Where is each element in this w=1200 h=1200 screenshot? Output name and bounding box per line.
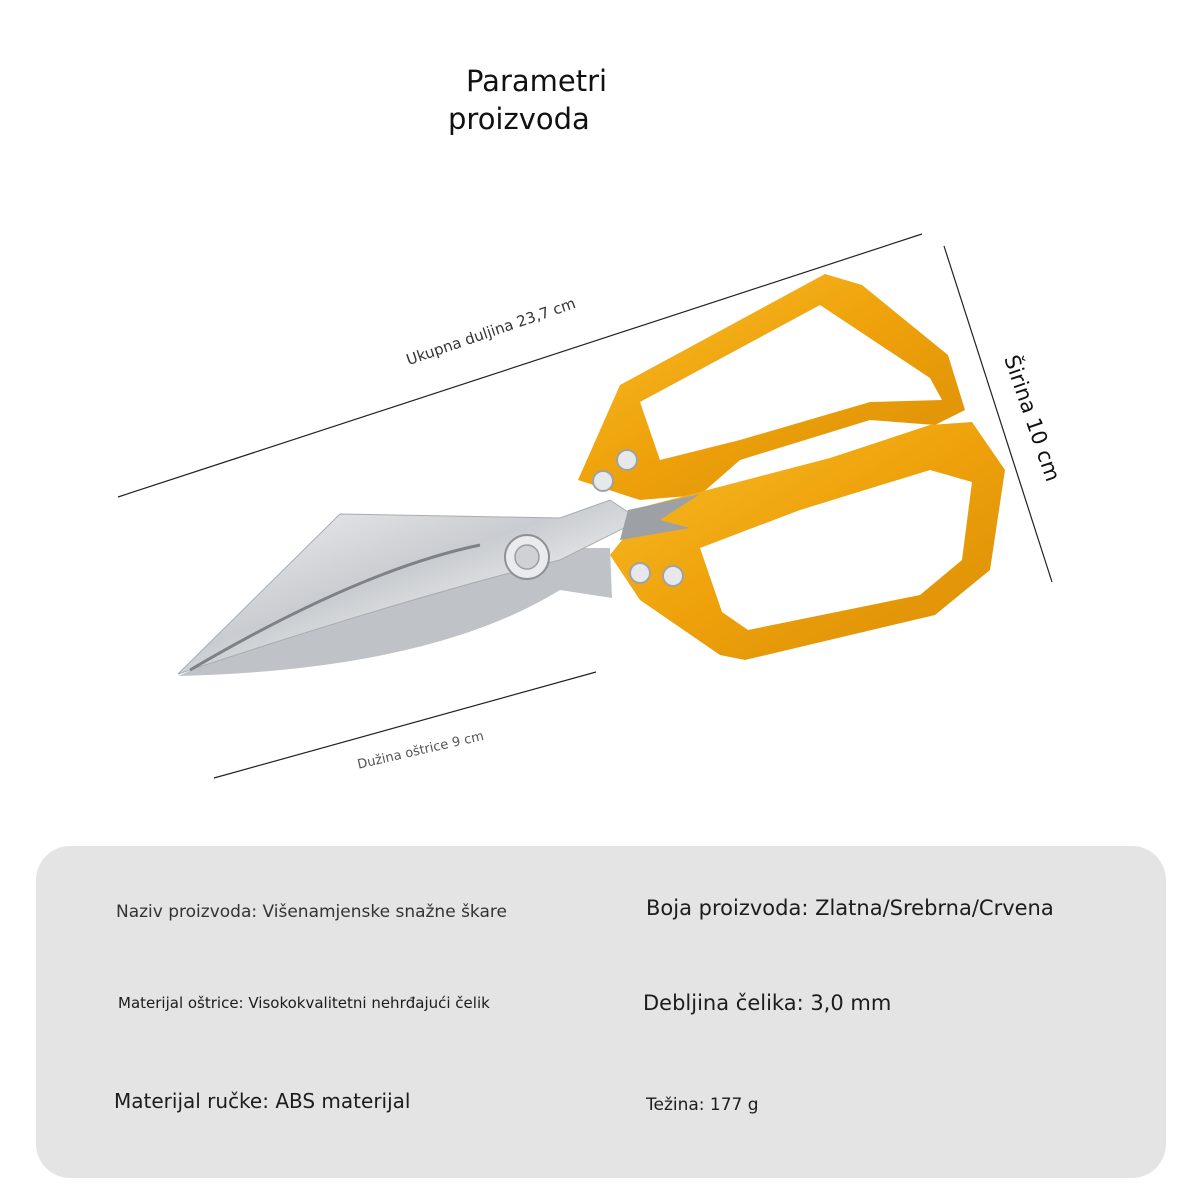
specs-panel — [36, 846, 1166, 1178]
width-label: Širina 10 cm — [999, 352, 1065, 485]
spec-product-name: Naziv proizvoda: Višenamjenske snažne škare — [116, 902, 507, 922]
spec-handle-material: Materijal ručke: ABS materijal — [114, 1089, 411, 1113]
blade-length-label: Dužina oštrice 9 cm — [356, 728, 486, 773]
title-line-2: proizvoda — [448, 102, 590, 136]
spec-weight: Težina: 177 g — [646, 1095, 759, 1115]
blade-length-line — [214, 672, 596, 778]
spec-product-color: Boja proizvoda: Zlatna/Srebrna/Crvena — [646, 896, 1054, 920]
spec-steel-thickness: Debljina čelika: 3,0 mm — [643, 991, 892, 1015]
scissors-icon — [178, 274, 1005, 676]
spec-blade-material: Materijal oštrice: Visokokvalitetni nehrđajući čelik — [118, 994, 490, 1012]
total-length-label: Ukupna duljina 23,7 cm — [404, 294, 578, 370]
title-line-1: Parametri — [466, 64, 608, 98]
